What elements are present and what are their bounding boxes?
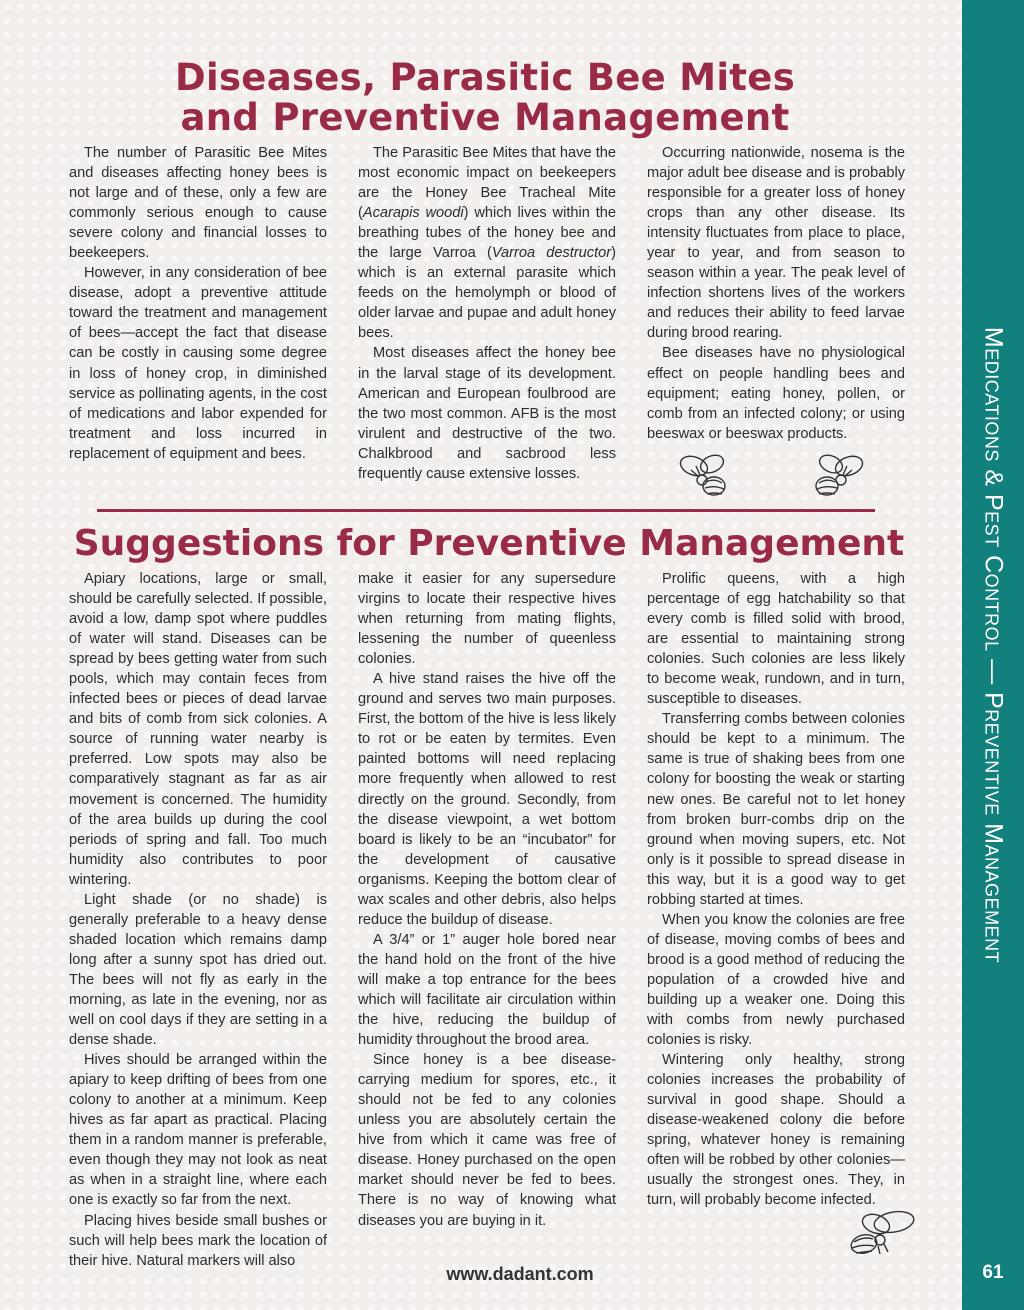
sidebar-section-title: Medications & Pest Control — Preventive Management [979,326,1008,964]
paragraph: However, in any consideration of bee disease, adopt a preventive attitude toward the treatment and management of bees—accept the fact that disease can be costly in causing some degree in loss of honey crop, in diminished service as pollinating agents, in the cost of medications and labor expended for treatment and loss incurred in replacement of equipment and bees. [69,265,327,462]
page-number: 61 [982,1262,1004,1283]
paragraph: Apiary locations, large or small, should be carefully selected. If possible, avoid a low, damp spot where puddles of water will stand. Diseases can be spread by bees getting water from such pools, which may contain feces from infected bees or pieces of dead larvae and bits of comb from sick colonies. A source of running water nearby is preferred. Low spots may also be comparatively stagnant as far as air movement is concerned. The humidity of the area builds up during the cool periods of spring and fall. Too much humidity also contributes to poor wintering. [69,571,327,888]
paragraph: Placing hives beside small bushes or such will help bees mark the location of their hive. Natural markers will also [69,1212,327,1269]
paragraph: Transferring combs between colonies should be kept to a minimum. The same is true of shaking bees from one colony for boosting the weak or starting new ones. Be careful not to let honey from broken burr-combs drip on the ground when moving supers, etc. Not only is it possible to spread disease in this way, but it is a good way to get robbing started at times. [647,711,905,908]
paragraph: make it easier for any supersedure virgins to locate their respective hives when returning from mating flights, lessening the number of queenless colonies. [358,571,616,668]
paragraph: Light shade (or no shade) is generally preferable to a heavy dense shaded location which remains damp long after a sunny spot has dried out. The bees will not fly as early in the morning, as late in the evening, nor as well on cool days if they are setting in a dense shade. [69,891,327,1049]
section2-column-2 [358,569,616,1231]
bee-illustration-icon [842,1208,920,1260]
paragraph: A 3/4” or 1” auger hole bored near the hand hold on the front of the hive will make a top entrance for the bees which will facilitate air circulation within the hive, reducing the buildup of humidity throughout the brood area. [358,931,616,1049]
paragraph: Hives should be arranged within the apiary to keep drifting of bees from one colony to another at a minimum. Keep hives as far apart as practical. Placing them in a random manner is preferable, even though they may not look as neat as when in a straight line, where each one is exactly so far from the next. [69,1052,327,1209]
bee-illustration-icon [676,452,740,502]
paragraph: A hive stand raises the hive off the ground and serves two main purposes. First, the bottom of the hive is less likely to rot or be eaten by termites. Even painted bottoms will need replacing more frequently when allowed to rest directly on the ground. Secondly, from the disease viewpoint, a wet bottom board is likely to be an “incubator” for the development of causative organisms. Keeping the bottom clear of wax scales and other debris, also helps reduce the buildup of disease. [358,671,616,928]
section1-title [130,58,840,138]
section1-column-1 [69,143,327,464]
paragraph: Wintering only healthy, strong colonies increases the probability of survival in good shape. Should a disease-weakened colony die before spring, whatever honey is remaining often will be robbed by other colonies—usually the strongest ones. They, in turn, will probably become infected. [647,1052,905,1209]
paragraph: Occurring nationwide, nosema is the major adult bee disease and is probably responsible for a greater loss of honey crops than any other disease. Its intensity fluctuates from place to place, year to year, and from season to season within a year. The peak level of infection shortens lives of the workers and reduces their ability to feed larvae during brood rearing. [647,145,905,342]
paragraph: When you know the colonies are free of disease, moving combs of bees and brood is a good method of reducing the population of a crowded hive and building up a weaker one. Doing this with combs from newly purchased colonies is risky. [647,911,905,1049]
footer-website-url: www.dadant.com [446,1264,594,1284]
section-divider [97,509,875,512]
species-name: Varroa destructor [491,245,612,262]
paragraph: The number of Parasitic Bee Mites and diseases affecting honey bees is not large and of these, only a few are commonly serious enough to cause severe colony and financial losses to beekeepers. [69,145,327,262]
paragraph: Most diseases affect the honey bee in the larval stage of its development. American and European foulbrood are the two most common. AFB is the most virulent and destructive of the two. Chalkbrood and sacbrood less frequently cause extensive losses. [358,345,616,482]
paragraph: Prolific queens, with a high percentage of egg hatchability so that every comb is filled solid with brood, are essential to maintaining strong colonies. Such colonies are less likely to become weak, rundown, and in turn, susceptible to diseases. [647,571,905,708]
paragraph: The Parasitic Bee Mites that have the most economic impact on beekeepers are the Honey Bee Tracheal Mite (Acarapis woodi) which lives within the breathing tubes of the honey bee and the large Varroa (Varroa destructor) which is an external parasite which feeds on the hemolymph or blood of older larvae and pupae and adult honey bees. [358,145,616,342]
bee-illustration-icon [803,452,867,502]
section1-column-2 [358,143,616,484]
paragraph: Bee diseases have no physiological effect on people handling bees and equipment; eating honey, pollen, or comb from an infected colony; or using beeswax or beeswax products. [647,345,905,442]
species-name: Acarapis woodi [362,205,464,222]
section1-title-line1: Diseases, Parasitic Bee Mites [174,56,796,99]
section1-title-line2: and Preventive Management [180,96,790,139]
section2-column-3 [647,569,905,1211]
section2-title: Suggestions for Preventive Management [73,523,905,564]
section2-column-1 [69,569,327,1271]
section1-column-3 [647,143,905,444]
paragraph: Since honey is a bee disease-carrying medium for spores, etc., it should not be fed to any colonies unless you are absolutely certain the hive from which it came was free of disease. Honey purchased on the open market should never be fed to bees. There is no way of knowing what diseases you are buying in it. [358,1052,616,1229]
